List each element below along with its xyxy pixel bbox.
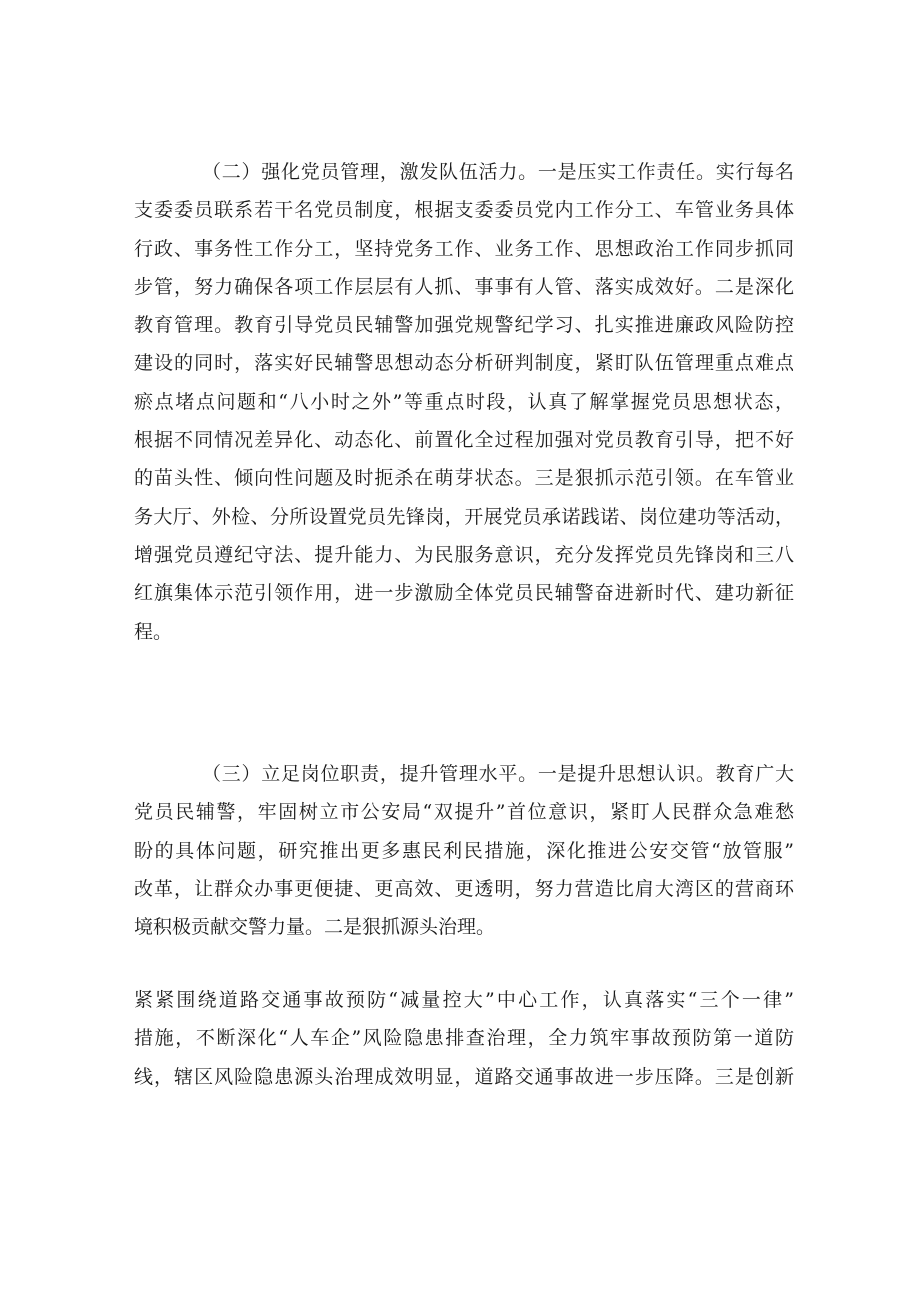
- text-line: 境积极贡献交警力量。二是狠抓源头治理。: [134, 916, 496, 939]
- text-line: 支委委员联系若干名党员制度，根据支委委员党内工作分工、车管业务具体: [134, 199, 794, 222]
- text-line: 盼的具体问题，研究推出更多惠民利民措施，深化推进公安交管“放管服”: [134, 839, 794, 862]
- text-line: 的苗头性、倾向性问题及时扼杀在萌芽状态。三是狠抓示范引领。在车管业: [134, 467, 794, 490]
- text-line: 瘀点堵点问题和“八小时之外”等重点时段，认真了解掌握党员思想状态，: [134, 390, 794, 413]
- paragraph-strengthen-party-management: [134, 153, 794, 651]
- paragraph-job-responsibilities: [134, 755, 794, 946]
- text-line: 根据不同情况差异化、动态化、前置化全过程加强对党员教育引导，把不好: [134, 429, 794, 452]
- text-line: 教育管理。教育引导党员民辅警加强党规警纪学习、扎实推进廉政风险防控: [134, 314, 794, 337]
- text-line: 务大厅、外检、分所设置党员先锋岗，开展党员承诺践诺、岗位建功等活动，: [134, 505, 794, 528]
- text-line: 增强党员遵纪守法、提升能力、为民服务意识，充分发挥党员先锋岗和三八: [134, 543, 794, 566]
- text-line: 紧紧围绕道路交通事故预防“减量控大”中心工作，认真落实“三个一律”: [134, 989, 794, 1011]
- text-line: 程。: [134, 620, 173, 643]
- text-line: （二）强化党员管理，激发队伍活力。一是压实工作责任。实行每名: [202, 161, 794, 183]
- text-line: 建设的同时，落实好民辅警思想动态分析研判制度，紧盯队伍管理重点难点: [134, 352, 794, 375]
- text-line: 线，辖区风险隐患源头治理成效明显，道路交通事故进一步压降。三是创新: [134, 1065, 794, 1088]
- text-line: 党员民辅警，牢固树立市公安局“双提升”首位意识，紧盯人民群众急难愁: [134, 801, 794, 824]
- text-line: 步管，努力确保各项工作层层有人抓、事事有人管、落实成效好。二是深化: [134, 275, 794, 298]
- text-line: 改革，让群众办事更便捷、更高效、更透明，努力营造比肩大湾区的营商环: [134, 877, 794, 900]
- text-line: 红旗集体示范引领作用，进一步激励全体党员民辅警奋进新时代、建功新征: [134, 582, 794, 605]
- text-line: 措施，不断深化“人车企”风险隐患排查治理，全力筑牢事故预防第一道防: [134, 1027, 794, 1050]
- text-line: （三）立足岗位职责，提升管理水平。一是提升思想认识。教育广大: [202, 763, 794, 785]
- paragraph-accident-prevention: [134, 981, 794, 1096]
- text-line: 行政、事务性工作分工，坚持党务工作、业务工作、思想政治工作同步抓同: [134, 237, 794, 260]
